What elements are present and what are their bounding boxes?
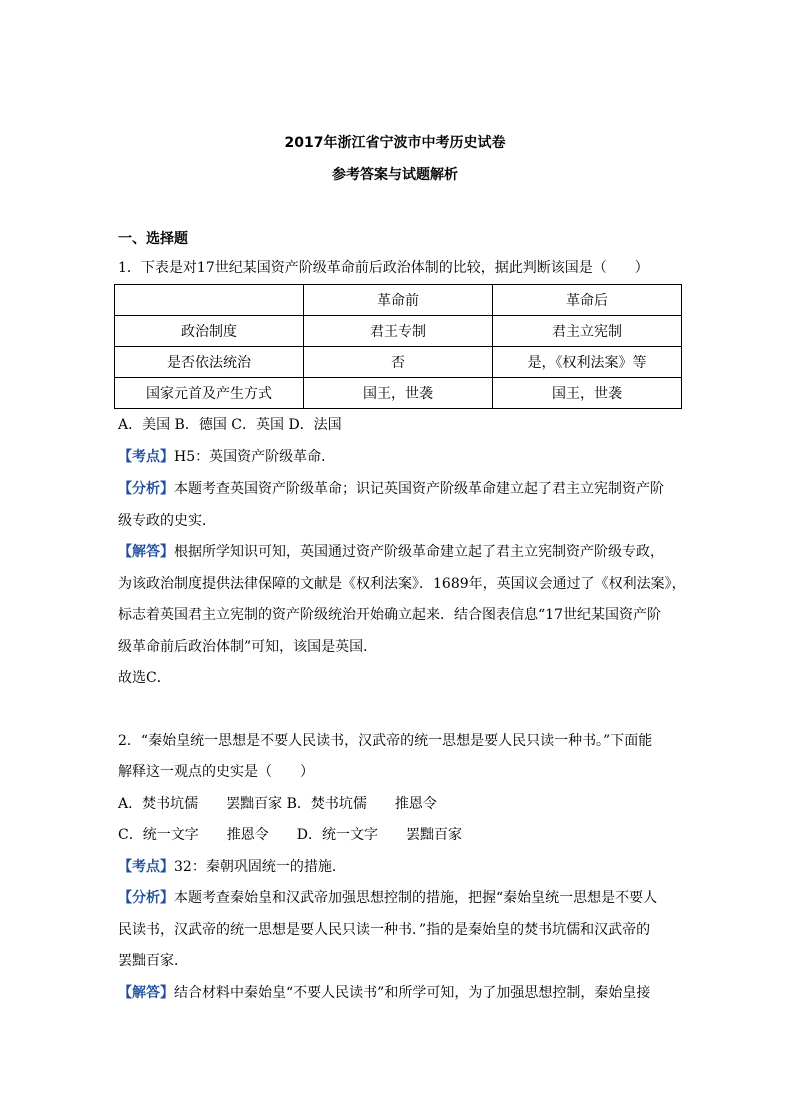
table-cell: 国王，世袭 [493,378,682,409]
table-cell: 君主立宪制 [493,316,682,347]
question-1-fenxi [118,479,678,499]
kaodian-tag: 【考点】 [118,449,174,465]
table-row [115,378,682,409]
jieda-tag: 【解答】 [118,985,174,1001]
question-2-jieda [118,983,678,1003]
table-cell: 是，《权利法案》等 [493,347,682,378]
comparison-table [114,284,682,409]
question-2-fenxi-cont: 民读书，汉武帝的统一思想是要人民只读一种书．”指的是秦始皇的焚书坑儒和汉武帝的 [118,922,651,938]
table-cell: 否 [304,347,493,378]
document-subtitle: 参考答案与试题解析 [332,167,458,183]
document-title: 2017年浙江省宁波市中考历史试卷 [284,135,506,151]
table-header-row [115,285,682,316]
question-2-options-cd [118,825,678,845]
question-1-jieda-cont: 级革命前后政治体制”可知，该国是英国． [118,639,378,655]
table-cell: 君王专制 [304,316,493,347]
question-2-fenxi-cont: 罢黜百家． [118,953,188,969]
table-row [115,316,682,347]
question-1-stem: 1．下表是对17世纪某国资产阶级革命前后政治体制的比较，据此判断该国是（ ） [118,260,649,276]
question-1-jieda-cont: 为该政治制度提供法律保障的文献是《权利法案》．1689年，英国议会通过了《权利法案》， [118,576,686,592]
table-cell: 是否依法统治 [115,347,304,378]
jieda-text: 根据所学知识可知，英国通过资产阶级革命建立起了君主立宪制资产阶级专政， [174,544,664,560]
fenxi-tag: 【分析】 [118,481,174,497]
question-2-stem-cont: 解释这一观点的史实是（ ） [118,764,314,780]
option-b: B．焚书坑儒 推恩令 [286,796,437,812]
question-1-options: A．美国 B．德国 C．英国 D．法国 [118,417,342,433]
kaodian-tag: 【考点】 [118,859,174,875]
fenxi-text: 本题考查秦始皇和汉武帝加强思想控制的措施，把握“秦始皇统一思想是不要人 [174,890,658,906]
kaodian-text: H5：英国资产阶级革命． [174,449,336,465]
fenxi-tag: 【分析】 [118,890,174,906]
option-d: D．统一文字 罢黜百家 [296,827,462,843]
question-1-kaodian [118,447,678,467]
table-cell: 国家元首及产生方式 [115,378,304,409]
table-cell: 国王，世袭 [304,378,493,409]
table-header-cell: 革命后 [493,285,682,316]
table-header-cell: 革命前 [304,285,493,316]
option-a: A．焚书坑儒 罢黜百家 [118,796,283,812]
jieda-text: 结合材料中秦始皇“不要人民读书”和所学可知，为了加强思想控制，秦始皇接 [174,985,651,1001]
jieda-tag: 【解答】 [118,544,174,560]
option-c: C．统一文字 推恩令 [118,827,269,843]
question-1-answer: 故选C． [118,670,171,686]
question-2-options-ab [118,794,678,814]
kaodian-text: 32：秦朝巩固统一的措施． [174,859,346,875]
table-cell: 政治制度 [115,316,304,347]
question-1-jieda-cont: 标志着英国君主立宪制的资产阶级统治开始确立起来．结合图表信息“17世纪某国资产阶 [118,607,661,623]
question-2-fenxi [118,888,678,908]
section-heading: 一、选择题 [118,231,188,247]
question-1-jieda [118,542,678,562]
question-1-fenxi-cont: 级专政的史实． [118,513,216,529]
table-header-cell [115,285,304,316]
fenxi-text: 本题考查英国资产阶级革命；识记英国资产阶级革命建立起了君主立宪制资产阶 [174,481,664,497]
question-2-stem: 2．“秦始皇统一思想是不要人民读书，汉武帝的统一思想是要人民只读一种书。”下面能 [118,733,653,749]
table-row [115,347,682,378]
question-2-kaodian [118,857,678,877]
